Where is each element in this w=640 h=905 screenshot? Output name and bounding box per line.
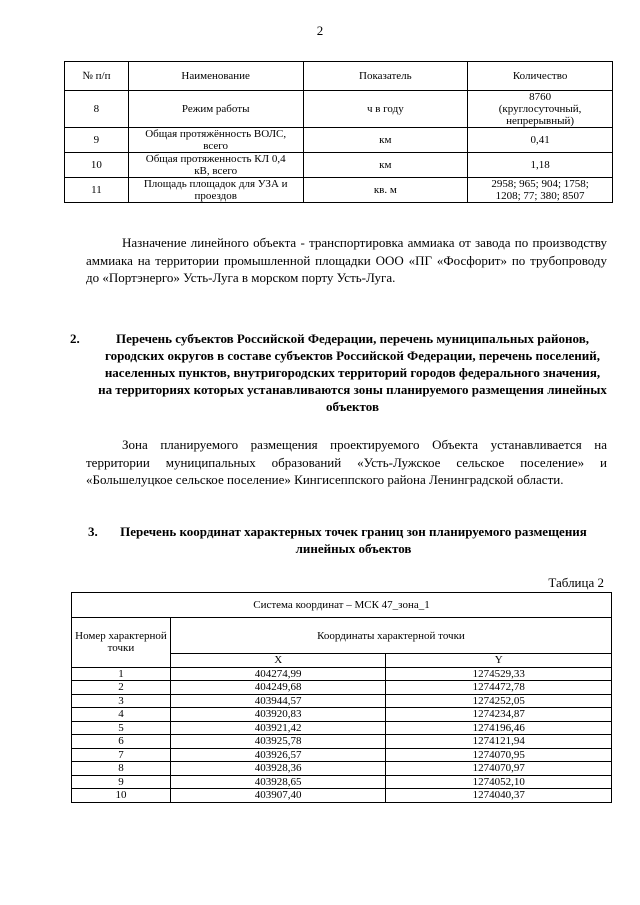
cell-quantity [468,91,613,128]
cell-name-line: Общая протяжённость ВОЛС, [145,128,287,140]
cell-y-coordinate: 1274070,95 [386,748,612,762]
section-2-title: Перечень субъектов Российской Федерации, перечень муниципальных районов, городских округов в составе субъектов Российской Федерации, перечень поселений, населенных пунктов, внутригородских территорий городов федерального значения, на территориях которых устанавливаются зоны планируемого размещения линейных объектов [98,331,607,414]
cell-x-coordinate: 404249,68 [170,681,386,695]
cell-quantity-line: 1208; 77; 380; 8507 [495,190,585,202]
table-row [72,681,612,695]
cell-x-coordinate: 403928,65 [170,775,386,789]
table-row [65,178,613,203]
cell-x-coordinate: 403944,57 [170,694,386,708]
table-row [72,748,612,762]
cell-x-coordinate: 403920,83 [170,708,386,722]
table-caption: Таблица 2 [548,575,604,590]
purpose-paragraph: Назначение линейного объекта - транспортировка аммиака от завода по производству аммиака на территории промышленной площадки ООО «ПГ «Фосфорит» по трубопроводу до «Портэнерго» Усть-Луга в морском порту Усть-Луга. [86,235,607,285]
cell-y-coordinate: 1274040,37 [386,789,612,803]
cell-unit: кв. м [303,178,468,203]
cell-unit: км [303,128,468,153]
table-header-row [72,618,612,654]
cell-name [128,128,303,153]
cell-point-number: 4 [72,708,171,722]
cell-point-number: 7 [72,748,171,762]
cell-x-coordinate: 403928,36 [170,762,386,776]
cell-unit: км [303,153,468,178]
cell-y-coordinate: 1274070,97 [386,762,612,776]
coordinates-table [71,592,612,803]
cell-y-coordinate: 1274234,87 [386,708,612,722]
cell-point-number: 10 [72,789,171,803]
cell-x-coordinate: 403925,78 [170,735,386,749]
column-header-indicator: Показатель [303,62,468,91]
column-header-quantity: Количество [468,62,613,91]
section-2-heading [70,330,607,415]
cell-y-coordinate: 1274052,10 [386,775,612,789]
table-row [65,91,613,128]
cell-number: 10 [65,153,129,178]
cell-point-number: 6 [72,735,171,749]
cell-x-coordinate: 403907,40 [170,789,386,803]
cell-quantity-line: (круглосуточный, [498,103,582,115]
cell-point-number: 8 [72,762,171,776]
cell-name [128,153,303,178]
cell-point-number: 2 [72,681,171,695]
cell-quantity [468,178,613,203]
page-number: 2 [316,23,324,38]
table-row [72,708,612,722]
cell-point-number: 9 [72,775,171,789]
cell-y-coordinate: 1274121,94 [386,735,612,749]
section-3-number: 3. [88,524,98,539]
cell-name-line: всего [203,140,229,152]
cell-x-coordinate: 403921,42 [170,721,386,735]
table-header-row [65,62,613,91]
cell-point-number: 5 [72,721,171,735]
section-2-number: 2. [70,331,80,346]
table-row [72,789,612,803]
table-row [65,153,613,178]
cell-point-number: 3 [72,694,171,708]
cell-number: 11 [65,178,129,203]
column-header-name: Наименование [128,62,303,91]
table-row [72,735,612,749]
cell-number: 8 [65,91,129,128]
cell-y-coordinate: 1274252,05 [386,694,612,708]
cell-quantity-line: 2958; 965; 904; 1758; [491,178,589,190]
cell-name [128,178,303,203]
cell-y-coordinate: 1274472,78 [386,681,612,695]
cell-point-number: 1 [72,667,171,681]
characteristics-table [64,61,613,203]
table-row [72,694,612,708]
table-row [72,775,612,789]
table-row [72,721,612,735]
cell-quantity: 0,41 [468,128,613,153]
coordinate-system: Система координат – МСК 47_зона_1 [72,593,612,618]
cell-x-coordinate: 404274,99 [170,667,386,681]
cell-quantity: 1,18 [468,153,613,178]
cell-name-line: кВ, всего [194,165,238,177]
coordinates-header: Координаты характерной точки [170,618,611,654]
column-header-number: № п/п [65,62,129,91]
y-header: Y [386,654,612,668]
section-3-heading [70,523,607,557]
table-row [65,128,613,153]
coordinate-system-row [72,593,612,618]
coordinates-body [72,667,612,802]
cell-unit: ч в году [303,91,468,128]
cell-quantity-line: 8760 [529,91,552,103]
cell-name: Режим работы [128,91,303,128]
cell-x-coordinate: 403926,57 [170,748,386,762]
cell-number: 9 [65,128,129,153]
section-3-title: Перечень координат характерных точек границ зон планируемого размещения линейных объектов [120,524,587,556]
cell-name-line: проездов [194,190,237,202]
cell-name-line: Общая протяженность КЛ 0,4 [145,153,286,165]
cell-name-line: Площадь площадок для УЗА и [143,178,288,190]
cell-quantity-line: непрерывный) [506,115,575,127]
cell-y-coordinate: 1274529,33 [386,667,612,681]
point-number-header: Номер характерной точки [72,618,171,668]
x-header: X [170,654,386,668]
cell-y-coordinate: 1274196,46 [386,721,612,735]
table-row [72,667,612,681]
zone-paragraph: Зона планируемого размещения проектируемого Объекта устанавливается на территории муниципальных образований «Усть-Лужское сельское поселение» и «Большелуцкое сельское поселение» Кингисеппского района Ленинградской области. [86,437,607,487]
table-row [72,762,612,776]
